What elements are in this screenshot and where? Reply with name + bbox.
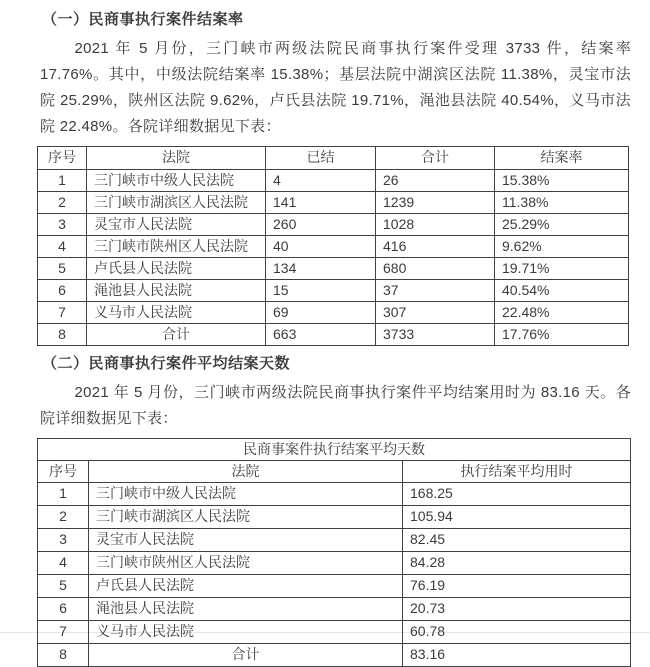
table-cell: 合计 [87, 324, 266, 346]
table-cell: 260 [266, 214, 376, 236]
column-header-closed: 已结 [266, 147, 376, 170]
table-cell: 3733 [376, 324, 495, 346]
table-cell: 83.16 [403, 644, 631, 667]
table-cell: 1239 [376, 192, 495, 214]
table-cell: 20.73 [403, 598, 631, 621]
table-cell: 7 [38, 621, 89, 644]
table-cell: 663 [266, 324, 376, 346]
column-header-rate: 结案率 [495, 147, 629, 170]
table-cell: 307 [376, 302, 495, 324]
column-header-court: 法院 [89, 461, 403, 483]
table-cell: 义马市人民法院 [87, 302, 266, 324]
table-cell: 680 [376, 258, 495, 280]
table-row [38, 506, 631, 529]
table-cell: 三门峡市陕州区人民法院 [89, 552, 403, 575]
table-cell: 义马市人民法院 [89, 621, 403, 644]
table-cell: 3 [38, 529, 89, 552]
table-cell: 4 [266, 170, 376, 192]
section2-heading: （二）民商事执行案件平均结案天数 [42, 355, 291, 372]
table-row [38, 236, 629, 258]
table-cell: 三门峡市中级人民法院 [87, 170, 266, 192]
table-cell: 1 [38, 483, 89, 506]
table-title: 民商事案件执行结案平均天数 [38, 439, 631, 461]
table-cell: 69 [266, 302, 376, 324]
table-cell: 2 [38, 192, 87, 214]
table-cell: 40 [266, 236, 376, 258]
table-cell: 168.25 [403, 483, 631, 506]
table-cell: 2 [38, 506, 89, 529]
table-cell: 134 [266, 258, 376, 280]
table-cell: 8 [38, 324, 87, 346]
avg-days-table [37, 438, 631, 667]
table-row [38, 192, 629, 214]
table-row [38, 170, 629, 192]
table-row [38, 258, 629, 280]
table-title-row [38, 439, 631, 461]
table-cell: 25.29% [495, 214, 629, 236]
table-row [38, 529, 631, 552]
table-cell: 8 [38, 644, 89, 667]
table-cell: 6 [38, 598, 89, 621]
closure-rate-table [37, 146, 629, 346]
table-header-row [38, 461, 631, 483]
table-row [38, 214, 629, 236]
table-cell: 40.54% [495, 280, 629, 302]
table-cell: 15.38% [495, 170, 629, 192]
table-cell: 416 [376, 236, 495, 258]
table-cell: 4 [38, 552, 89, 575]
table-cell: 22.48% [495, 302, 629, 324]
table-cell: 5 [38, 575, 89, 598]
table-cell: 三门峡市湖滨区人民法院 [87, 192, 266, 214]
table-cell: 三门峡市湖滨区人民法院 [89, 506, 403, 529]
table-cell: 141 [266, 192, 376, 214]
table-cell: 82.45 [403, 529, 631, 552]
table-row [38, 280, 629, 302]
table-cell: 卢氏县人民法院 [87, 258, 266, 280]
table-cell: 灵宝市人民法院 [87, 214, 266, 236]
table-cell: 37 [376, 280, 495, 302]
column-header-avg-time: 执行结案平均用时 [403, 461, 631, 483]
table-row [38, 483, 631, 506]
table-cell: 105.94 [403, 506, 631, 529]
table-cell: 三门峡市中级人民法院 [89, 483, 403, 506]
table-cell: 26 [376, 170, 495, 192]
column-header-seq: 序号 [38, 461, 89, 483]
table-row [38, 621, 631, 644]
section2-paragraph: 2021 年 5 月份，三门峡市两级法院民商事执行案件平均结案用时为 83.16 天。各院详细数据见下表： [40, 384, 631, 427]
table-cell: 15 [266, 280, 376, 302]
table-cell: 1 [38, 170, 87, 192]
table-cell: 9.62% [495, 236, 629, 258]
table-cell: 渑池县人民法院 [89, 598, 403, 621]
table-cell: 3 [38, 214, 87, 236]
table-cell: 三门峡市陕州区人民法院 [87, 236, 266, 258]
table-row [38, 644, 631, 667]
table-header-row [38, 147, 629, 170]
table-cell: 84.28 [403, 552, 631, 575]
table-cell: 60.78 [403, 621, 631, 644]
table-cell: 7 [38, 302, 87, 324]
table-row [38, 575, 631, 598]
table-cell: 5 [38, 258, 87, 280]
table-row [38, 302, 629, 324]
table-cell: 卢氏县人民法院 [89, 575, 403, 598]
table-cell: 4 [38, 236, 87, 258]
table-cell: 11.38% [495, 192, 629, 214]
column-header-total: 合计 [376, 147, 495, 170]
table-cell: 76.19 [403, 575, 631, 598]
table-cell: 6 [38, 280, 87, 302]
table-cell: 灵宝市人民法院 [89, 529, 403, 552]
table-row [38, 324, 629, 346]
table-cell: 17.76% [495, 324, 629, 346]
table-cell: 19.71% [495, 258, 629, 280]
column-header-seq: 序号 [38, 147, 87, 170]
table-cell: 1028 [376, 214, 495, 236]
table-cell: 合计 [89, 644, 403, 667]
table-row [38, 598, 631, 621]
section1-heading: （一）民商事执行案件结案率 [42, 11, 244, 28]
table-row [38, 552, 631, 575]
section1-paragraph: 2021 年 5 月份，三门峡市两级法院民商事执行案件受理 3733 件，结案率 17.76%。其中，中级法院结案率 15.38%；基层法院中湖滨区法院 11.38%，灵宝市法院 25.29%，陕州区法院 9.62%，卢氏县法院 19.71%，渑池县法院 40.54%，义马市法院 22.48%。各院详细数据见下表： [40, 40, 631, 135]
column-header-court: 法院 [87, 147, 266, 170]
table-cell: 渑池县人民法院 [87, 280, 266, 302]
